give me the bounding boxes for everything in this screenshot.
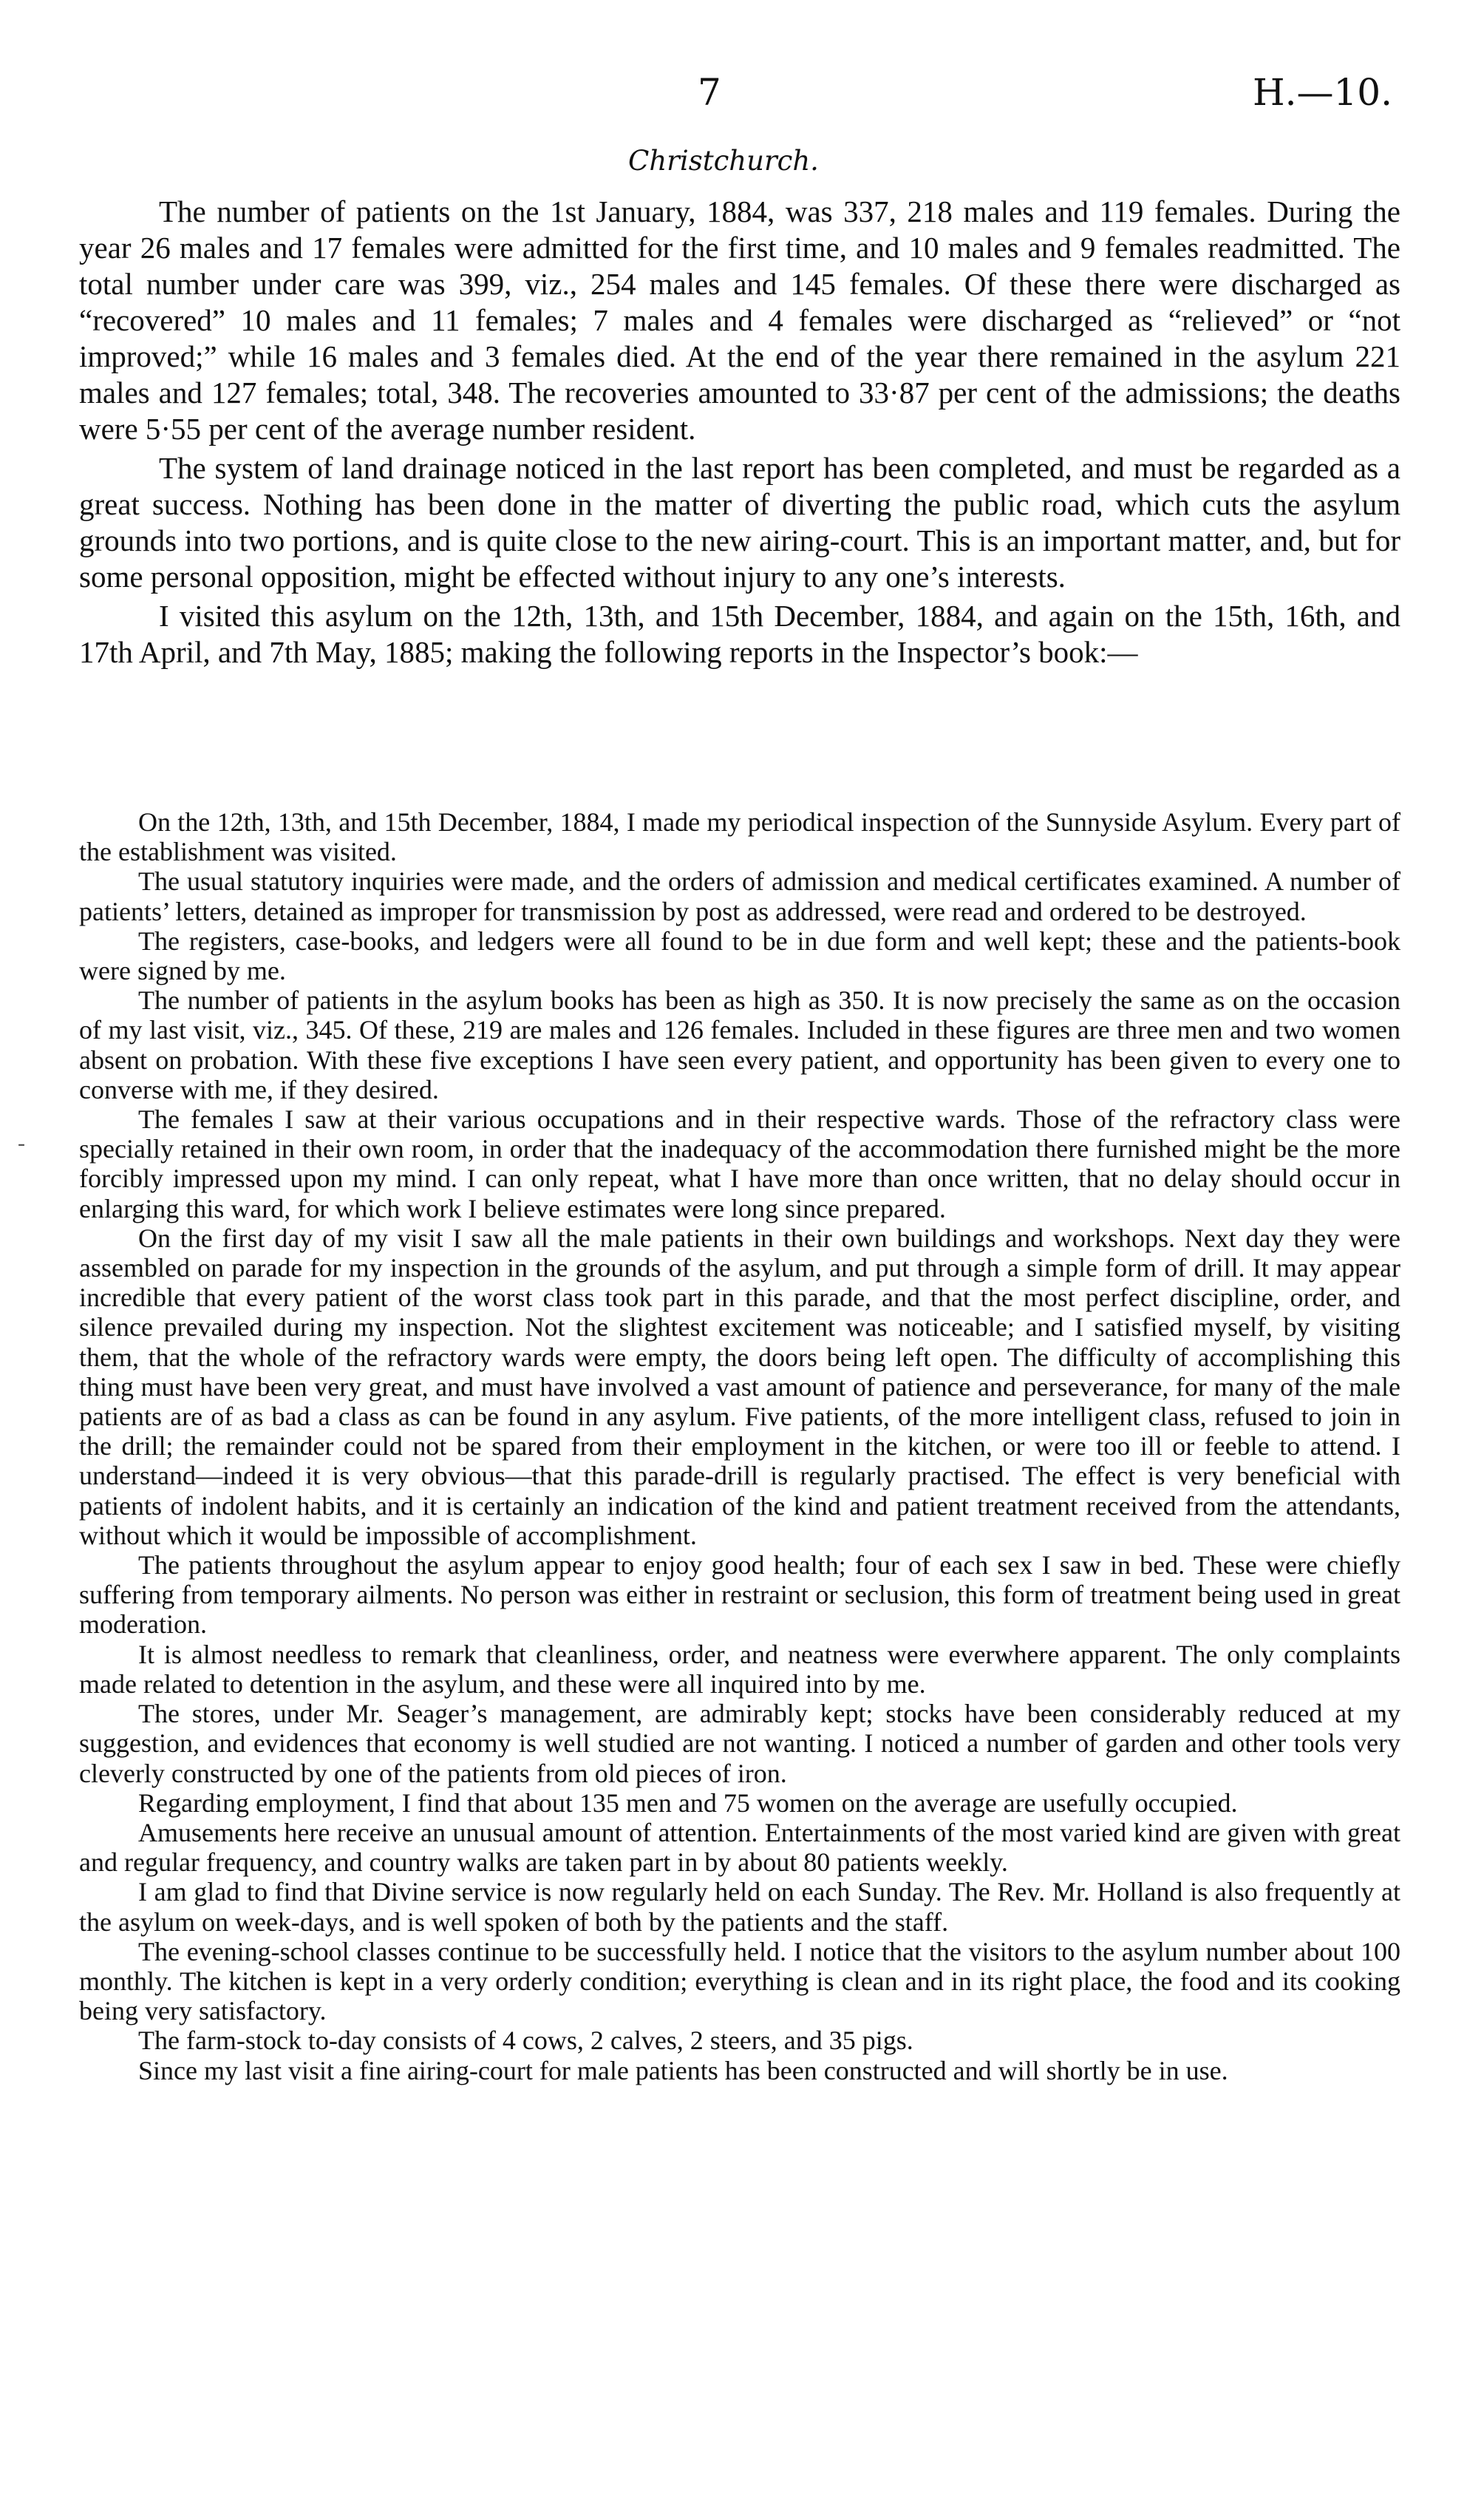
intro-paragraph: I visited this asylum on the 12th, 13th, and 15th December, 1884, and again on the 15th, 16th, and 17th April, and 7th May, 1885; making the following reports in the Inspector’s book:— <box>79 599 1400 669</box>
report-paragraph: The registers, case-books, and ledgers were all found to be in due form and well kept; these and the patients-book were signed by me. <box>79 926 1400 986</box>
document-code: H.—10. <box>1252 71 1392 114</box>
intro-paragraph: The system of land drainage noticed in the last report has been completed, and must be regarded as a great success. Nothing has been done in the matter of diverting the public road, which cuts the asylum grounds into two portions, and is quite close to the new airing-court. This is an important matter, and, but for some personal opposition, might be effected without injury to any one’s interests. <box>79 451 1400 594</box>
report-paragraph: On the 12th, 13th, and 15th December, 1884, I made my periodical inspection of the Sunnyside Asylum. Every part of the establishment was visited. <box>79 807 1400 867</box>
inspector-report <box>79 807 1400 2085</box>
section-title: Christchurch. <box>628 145 819 177</box>
report-paragraph: The number of patients in the asylum books has been as high as 350. It is now precisely the same as on the occasion of my last visit, viz., 345. Of these, 219 are males and 126 females. Included in these figures are three men and two women absent on probation. With these five exceptions I have seen every patient, and opportunity has been given to every one to converse with me, if they desired. <box>79 985 1400 1104</box>
page-header <box>0 71 1484 130</box>
report-paragraph: The patients throughout the asylum appear to enjoy good health; four of each sex I saw in bed. These were chiefly suffering from temporary ailments. No person was either in restraint or seclusion, this form of treatment being used in great moderation. <box>79 1550 1400 1640</box>
report-paragraph: I am glad to find that Divine service is now regularly held on each Sunday. The Rev. Mr. Holland is also frequently at the asylum on week-days, and is well spoken of both by the patients and the staff. <box>79 1877 1400 1937</box>
report-paragraph: Amusements here receive an unusual amount of attention. Entertainments of the most varied kind are given with great and regular frequency, and country walks are taken part in by about 80 patients weekly. <box>79 1817 1400 1878</box>
intro-paragraph: The number of patients on the 1st January, 1884, was 337, 218 males and 119 females. During the year 26 males and 17 females were admitted for the first time, and 10 males and 9 females readmitted. The total number under care was 399, viz., 254 males and 145 females. Of these there were discharged as “recovered” 10 males and 11 females; 7 males and 4 females were discharged as “relieved” or “not improved;” while 16 males and 3 females died. At the end of the year there remained in the asylum 221 males and 127 females; total, 348. The recoveries amounted to 33·87 per cent of the admissions; the deaths were 5·55 per cent of the average number resident. <box>79 194 1400 446</box>
report-paragraph: The stores, under Mr. Seager’s management, are admirably kept; stocks have been considerably reduced at my suggestion, and evidences that economy is well studied are not wanting. I noticed a number of garden and other tools very cleverly constructed by one of the patients from old pieces of iron. <box>79 1699 1400 1788</box>
report-paragraph: The evening-school classes continue to be successfully held. I notice that the visitors to the asylum number about 100 monthly. The kitchen is kept in a very orderly condition; everything is clean and in its right place, the food and its cooking being very satisfactory. <box>79 1936 1400 2026</box>
report-paragraph: It is almost needless to remark that cleanliness, order, and neatness were everwhere apparent. The only complaints made related to detention in the asylum, and these were all inquired into by me. <box>79 1639 1400 1699</box>
report-paragraph: The usual statutory inquiries were made, and the orders of admission and medical certificates examined. A number of patients’ letters, detained as improper for transmission by post as addressed, were read and ordered to be destroyed. <box>79 866 1400 926</box>
margin-mark: - <box>18 1131 25 1155</box>
report-paragraph: On the first day of my visit I saw all the male patients in their own buildings and workshops. Next day they were assembled on parade for my inspection in the grounds of the asylum, and put through a simple form of drill. It may appear incredible that every patient of the worst class took part in this parade, and that the most perfect discipline, order, and silence prevailed during my inspection. Not the slightest excitement was noticeable; and I satisfied myself, by visiting them, that the whole of the refractory wards were empty, the doors being left open. The difficulty of accomplishing this thing must have been very great, and must have involved a vast amount of patience and perseverance, for many of the male patients are of as bad a class as can be found in any asylum. Five patients, of the more intelligent class, refused to join in the drill; the remainder could not be spared from their employment in the kitchen, or were too ill or feeble to attend. I understand—indeed it is very obvious—that this parade-drill is regularly practised. The effect is very beneficial with patients of indolent habits, and it is certainly an indication of the kind and patient treatment received from the attendants, without which it would be impossible of accomplishment. <box>79 1223 1400 1550</box>
report-paragraph: The females I saw at their various occupations and in their respective wards. Those of the refractory class were specially retained in their own room, in order that the inadequacy of the accommodation there furnished might be the more forcibly impressed upon my mind. I can only repeat, what I have more than once written, that no delay should occur in enlarging this ward, for which work I believe estimates were long since prepared. <box>79 1104 1400 1223</box>
report-paragraph: The farm-stock to-day consists of 4 cows, 2 calves, 2 steers, and 35 pigs. <box>138 2025 913 2056</box>
report-paragraph: Regarding employment, I find that about 135 men and 75 women on the average are usefully occupied. <box>138 1787 1238 1818</box>
report-paragraph: Since my last visit a fine airing-court for male patients has been constructed and will shortly be in use. <box>138 2055 1228 2085</box>
page-number: 7 <box>698 71 721 114</box>
intro-section <box>79 194 1400 670</box>
